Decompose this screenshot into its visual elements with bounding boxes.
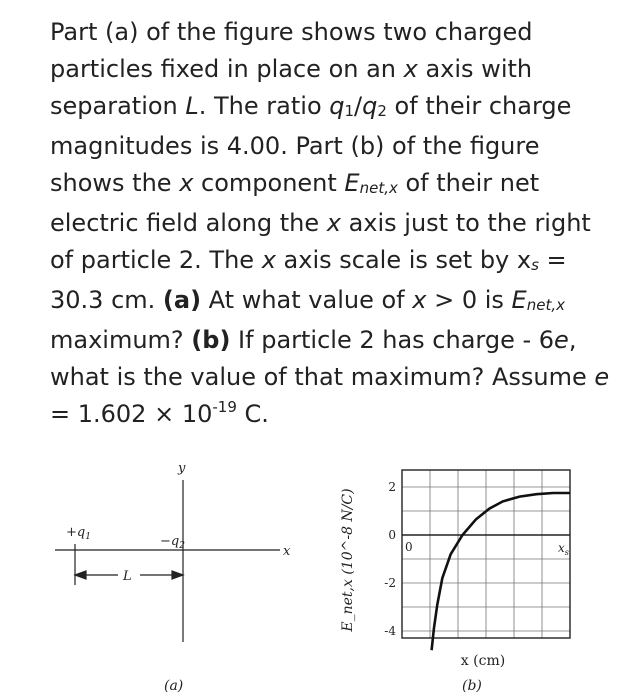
x-end-label: $x_s$	[558, 541, 569, 557]
y-tick-label: -4	[384, 624, 396, 638]
separation-arrow-left	[75, 571, 86, 579]
y-axis-title: E_net,x (10^-8 N/C)	[340, 488, 356, 632]
y-ticks	[384, 480, 396, 638]
y-tick-label: -2	[384, 576, 396, 590]
chart-b	[340, 470, 570, 694]
x-origin-label: 0	[405, 540, 413, 554]
x-axis-title: x (cm)	[460, 653, 506, 669]
caption-b: (b)	[462, 678, 482, 694]
figure-a	[55, 480, 280, 642]
problem-text: Part (a) of the figure shows two charged particles fixed in place on an x axis with separation L. The ratio $q_1/q_2$ of their charge magnitudes is 4.00. Part (b) of the figure shows the x component $E_{net,x}$ of their net electric field along the x axis just to the right of particle 2. The x axis scale is set by $x_s = 30.3$ cm. (a) At what value of x > 0 is $E_{net,x}$ maximum? (b) If particle 2 has charge - 6e, what is the value of that maximum? Assume $e = 1.602 \times 10^{-19}$ C.	[50, 18, 610, 428]
figure	[0, 440, 630, 700]
q1-label: $+q_1$	[66, 525, 91, 542]
y-axis-label: y	[178, 461, 186, 476]
separation-label: L	[123, 569, 132, 584]
y-tick-label: 2	[388, 480, 396, 494]
separation-arrow-right	[172, 571, 183, 579]
y-tick-label: 0	[388, 528, 396, 542]
chart-grid	[402, 470, 570, 638]
caption-a: (a)	[164, 678, 184, 694]
data-line	[432, 493, 570, 650]
q2-label: $-q_2$	[160, 534, 185, 551]
x-axis-label: x	[283, 544, 291, 559]
